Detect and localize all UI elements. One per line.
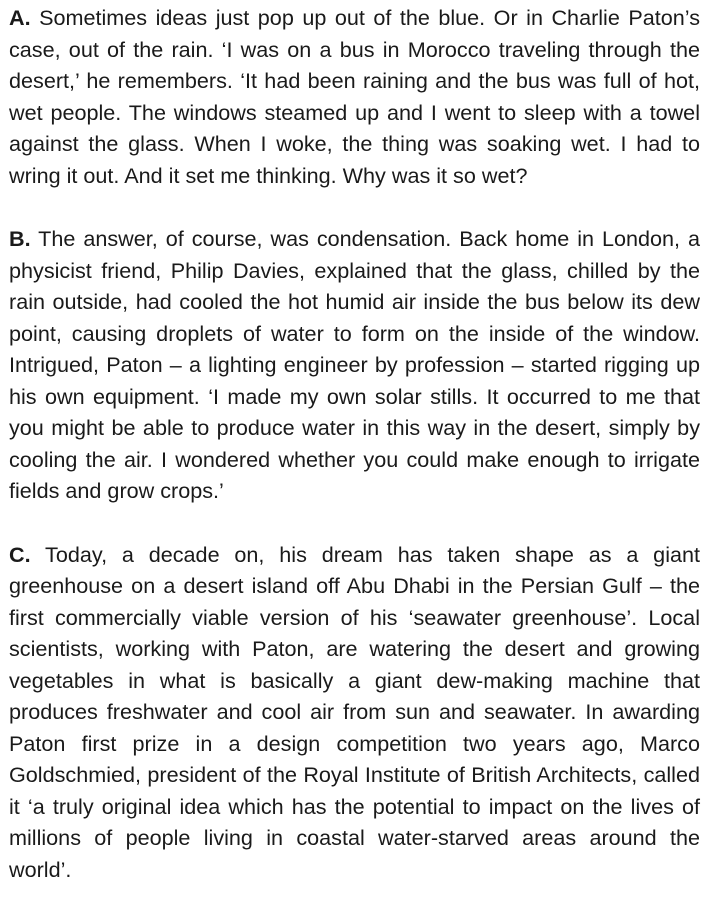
paragraph-b (9, 223, 700, 507)
paragraph-b-text: The answer, of course, was condensation. Back home in London, a physicist friend, Philip Davies, explained that the glass, chilled by the rain outside, had cooled the hot humid air inside the bus below its dew point, causing droplets of water to form on the inside of the window. Intrigued, Paton – a lighting engineer by profession – started rigging up his own equipment. ‘I made my own solar stills. It occurred to me that you might be able to produce water in this way in the desert, simply by cooling the air. I wondered whether you could make enough to irrigate fields and grow crops.’ (9, 226, 701, 503)
paragraph-c-text: Today, a decade on, his dream has taken shape as a giant greenhouse on a desert island off Abu Dhabi in the Persian Gulf – the first commercially viable version of his ‘seawater greenhouse’. Local scientists, working with Paton, are watering the desert and growing vegetables in what is basically a giant dew-making machine that produces freshwater and cool air from sun and seawater. In awarding Paton first prize in a design competition two years ago, Marco Goldschmied, president of the Royal Institute of British Architects, called it ‘a truly original idea which has the potential to impact on the lives of millions of people living in coastal water-starved areas around the world’. (9, 541, 701, 882)
paragraph-a-letter: A. (9, 5, 31, 30)
paragraph-a (9, 2, 700, 191)
paragraph-b-letter: B. (9, 226, 31, 251)
paragraph-c-letter: C. (9, 541, 31, 567)
paragraph-a-text: Sometimes ideas just pop up out of the blue. Or in Charlie Paton’s case, out of the rain. ‘I was on a bus in Morocco traveling through the desert,’ he remembers. ‘It had been raining and the bus was full of hot, wet people. The windows steamed up and I went to sleep with a towel against the glass. When I woke, the thing was soaking wet. I had to wring it out. And it set me thinking. Why was it so wet? (9, 5, 700, 188)
paragraph-c (9, 539, 700, 886)
